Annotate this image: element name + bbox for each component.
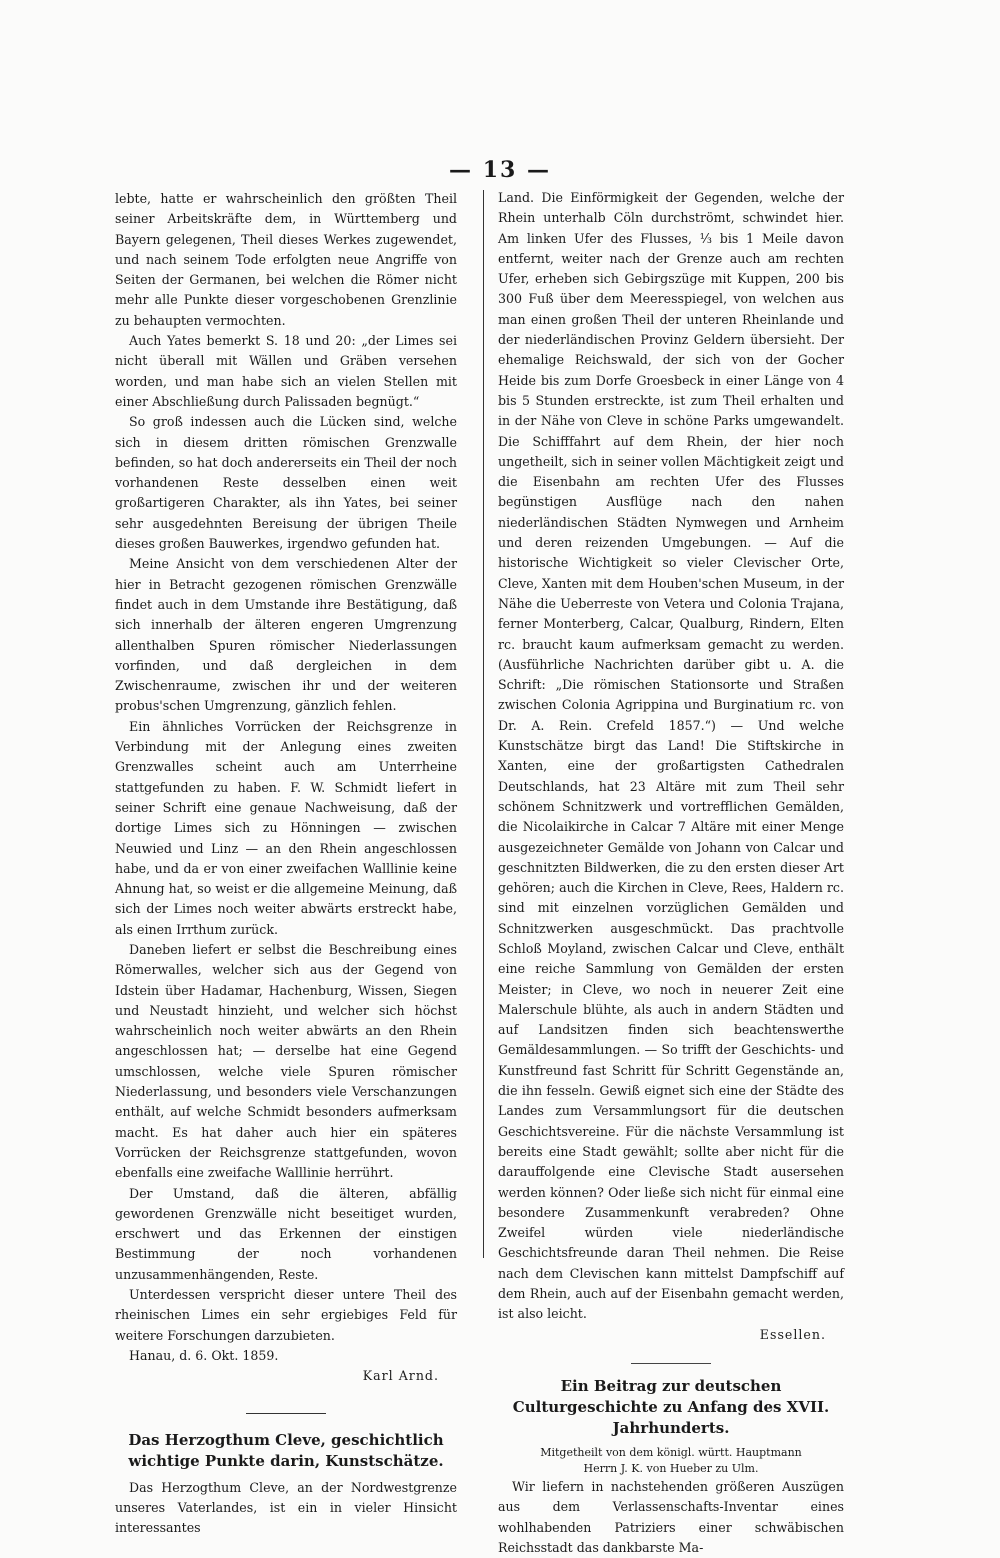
byline: Herrn J. K. von Hueber zu Ulm. <box>583 1461 759 1475</box>
paragraph: Meine Ansicht von dem verschiedenen Alter der hier in Betracht gezogenen römischen Grenzwälle findet auch in dem Umstande ihre Bestätigung, daß sich innerhalb der älteren engeren Umgrenzung allenthalben Spuren römischer Niederlassungen vorfinden, und daß dergleichen in dem Zwischenraume, zwischen ihr und der weiteren probus'schen Umgrenzung, gänzlich fehlen. <box>115 556 457 714</box>
column-rule <box>483 190 484 1258</box>
paragraph: Das Herzogthum Cleve, an der Nordwestgrenze unseres Vaterlandes, ist ein in vieler Hinsicht interessantes <box>115 1479 457 1536</box>
article-heading: Das Herzogthum Cleve, geschichtlich wichtige Punkte darin, Kunstschätze. <box>128 1430 444 1470</box>
section-divider <box>246 1413 326 1414</box>
section-divider <box>631 1363 711 1364</box>
paragraph: lebte, hatte er wahrscheinlich den größten Theil seiner Arbeitskräfte dem, in Württemberg und Bayern gelegenen, Theil dieses Werkes zugewendet, und nach seinem Tode erfolgten neue Angriffe von Seiten der Germanen, bei welchen die Römer nicht mehr alle Punkte dieser vorgeschobenen Grenzlinie zu behaupten vermochten. <box>115 191 457 328</box>
dateline: Hanau, d. 6. Okt. 1859. <box>129 1347 279 1363</box>
paragraph: Land. Die Einförmigkeit der Gegenden, welche der Rhein unterhalb Cöln durchströmt, schwindet hier. Am linken Ufer des Flusses, ⅓ bis 1 Meile davon entfernt, weiter nach der Grenze auch am rechten Ufer, erheben sich Gebirgszüge mit Kuppen, 200 bis 300 Fuß über dem Meeresspiegel, von welchen aus man einen großen Theil der unteren Rheinlande und der niederländischen Provinz Geldern übersieht. Der ehemalige Reichswald, der sich von der Gocher Heide bis zum Dorfe Groesbeck in einer Länge von 4 bis 5 Stunden erstreckte, ist zum Theil erhalten und in der Nähe von Cleve in schöne Parks umgewandelt. Die Schifffahrt auf dem Rhein, der hier noch ungetheilt, sich in seiner vollen Mächtigkeit zeigt und die Eisenbahn am rechten Ufer des Flusses begünstigen Ausflüge nach den nahen niederländischen Städten Nymwegen und Arnheim und deren reizenden Umgebungen. — Auf die historische Wichtigkeit so vieler Clevischer Orte, Cleve, Xanten mit dem Houben'schen Museum, in der Nähe die Ueberreste von Vetera und Colonia Trajana, ferner Monterberg, Calcar, Qualburg, Rindern, Elten rc. braucht kaum aufmerksam gemacht zu werden. (Ausführliche Nachrichten darüber gibt u. A. die Schrift: „Die römischen Stationsorte und Straßen zwischen Colonia Agrippina und Burginatium rc. von Dr. A. Rein. Crefeld 1857.“) — Und welche Kunstschätze birgt das Land! Die Stiftskirche in Xanten, eine der großartigsten Cathedralen Deutschlands, hat 23 Altäre mit zum Theil sehr schönem Schnitzwerk und vortrefflichen Gemälden, die Nicolaikirche in Calcar 7 Altäre mit einer Menge ausgezeichneter Gemälde von Johann von Calcar und geschnitzten Bildwerken, die zu den ersten dieser Art gehören; auch die Kirchen in Cleve, Rees, Haldern rc. sind mit einzelnen vorzüglichen Gemälden und Schnitzwerken ausgeschmückt. Das prachtvolle Schloß Moyland, zwischen Calcar und Cleve, enthält eine reiche Sammlung von Gemälden der ersten Meister; in Cleve, wo noch in neuerer Zeit eine Malerschule blühte, als auch in andern Städten und auf Landsitzen finden sich beachtenswerthe Gemäldesammlungen. — So trifft der Geschichts- und Kunstfreund fast Schritt für Schritt Gegenstände an, die ihn fesseln. Gewiß eignet sich eine der Städte des Landes zum Versammlungsort für die deutschen Geschichtsvereine. Für die nächste Versammlung ist bereits eine Stadt gewählt; sollte aber nicht für die darauffolgende eine Clevische Stadt ausersehen werden können? Oder ließe sich nicht für einmal eine besondere Zusammenkunft verabreden? Ohne Zweifel würden viele niederländische Geschichtsfreunde daran Theil nehmen. Die Reise nach dem Clevischen kann mittelst Dampfschiff auf dem Rhein, auch auf der Eisenbahn gemacht werden, ist also leicht. <box>498 190 844 1322</box>
article-heading: Ein Beitrag zur deutschen Culturgeschichte zu Anfang des XVII. Jahrhunderts. <box>512 1376 830 1437</box>
byline: Mitgetheilt von dem königl. württ. Hauptmann <box>540 1445 802 1459</box>
paragraph: Wir liefern in nachstehenden größeren Auszügen aus dem Verlassenschafts-Inventar eines wohlhabenden Patriziers einer schwäbischen Reichsstadt das dankbarste Ma- <box>498 1478 844 1555</box>
left-column <box>115 189 457 1538</box>
author-signature: Karl Arnd. <box>362 1368 439 1384</box>
paragraph: Unterdessen verspricht dieser untere Theil des rheinischen Limes ein sehr ergiebiges Feld für weitere Forschungen darzubieten. <box>115 1287 457 1343</box>
page-number: — 13 — <box>449 157 551 183</box>
paragraph: Der Umstand, daß die älteren, abfällig gewordenen Grenzwälle nicht beseitiget wurden, erschwert und das Erkennen der einstigen Bestimmung der noch vorhandenen unzusammenhängenden, Reste. <box>115 1185 457 1282</box>
paragraph: Auch Yates bemerkt S. 18 und 20: „der Limes sei nicht überall mit Wällen und Gräben versehen worden, und man habe sich an vielen Stellen mit einer Abschließung durch Palissaden begnügt.“ <box>115 333 457 409</box>
paragraph: Ein ähnliches Vorrücken der Reichsgrenze in Verbindung mit der Anlegung eines zweiten Grenzwalles scheint auch am Unterrheine stattgefunden zu haben. F. W. Schmidt liefert in seiner Schrift eine genaue Nachweisung, daß der dortige Limes sich zu Hönningen — zwischen Neuwied und Linz — an den Rhein angeschlossen habe, und da er von einer zweifachen Walllinie keine Ahnung hat, so weist er die allgemeine Meinung, daß sich der Limes noch weiter abwärts erstreckt habe, als einen Irrthum zurück. <box>115 718 457 937</box>
paragraph: Daneben liefert er selbst die Beschreibung eines Römerwalles, welcher sich aus der Gegend von Idstein über Hadamar, Hachenburg, Wissen, Siegen und Neustadt hinzieht, und welcher sich höchst wahrscheinlich noch weiter abwärts an den Rhein angeschlossen hat; — derselbe hat eine Gegend umschlossen, welche viele Spuren römischer Niederlassung, und besonders viele Verschanzungen enthält, auf welche Schmidt besonders aufmerksam macht. Es hat daher auch hier ein späteres Vorrücken der Reichsgrenze stattgefunden, wovon ebenfalls eine zweifache Walllinie herrührt. <box>115 941 457 1181</box>
author-signature: Essellen. <box>759 1326 826 1342</box>
right-column <box>498 188 844 1558</box>
paragraph: So groß indessen auch die Lücken sind, welche sich in diesem dritten römischen Grenzwalle befinden, so hat doch andererseits ein Theil der noch vorhandenen Reste desselben einen weit großartigeren Charakter, als ihn Yates, bei seiner sehr ausgedehnten Bereisung der übrigen Theile dieses großen Bauwerkes, irgendwo gefunden hat. <box>115 414 457 552</box>
